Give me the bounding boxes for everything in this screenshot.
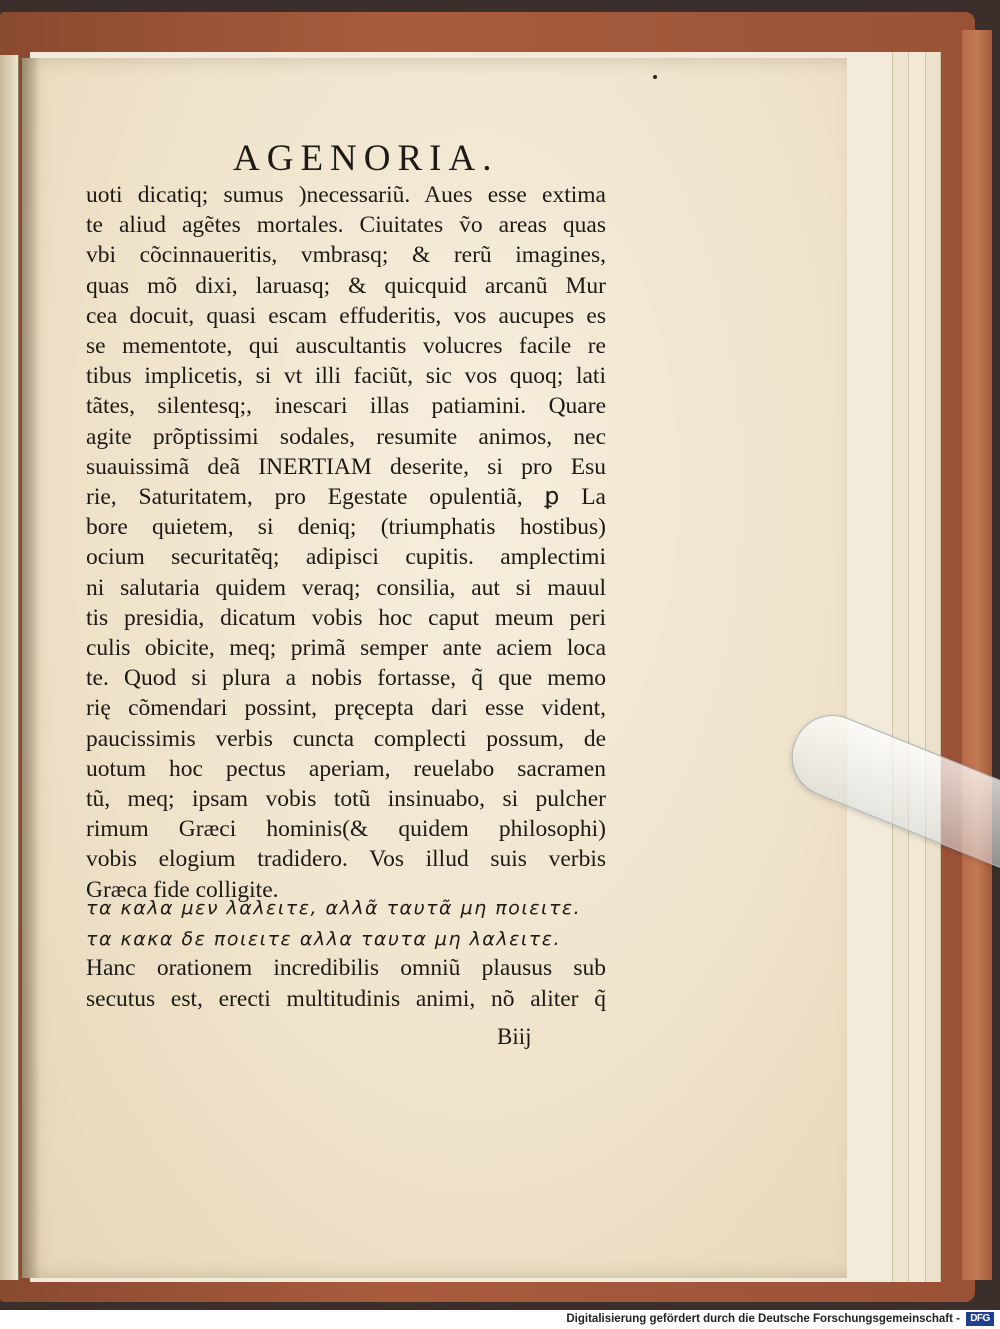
text-line: tãtes, silentesq;, inescari illas patiamini. Quare [86,393,606,420]
closing-text [86,953,606,1014]
text-line: secutus est, erecti multitudinis animi, nõ aliter q̃ [86,985,606,1012]
text-line: rię cõmendari possint, pręcepta dari esse vident, [86,695,606,722]
cover-edge [962,30,992,1280]
funding-credit: Digitalisierung gefördert durch die Deutsche Forschungsgemeinschaft - [566,1313,960,1325]
greek-quotation [86,893,606,955]
text-line: paucissimis verbis cuncta complecti possum, de [86,725,606,752]
facing-page-sliver [0,55,19,1280]
text-line: agite prõptissimi sodales, resumite animos, nec [86,423,606,450]
text-line: uotum hoc pectus aperiam, reuelabo sacramen [86,755,606,782]
text-line: tibus implicetis, si vt illi faciũt, sic vos quoq; lati [86,363,606,390]
text-line: Græca fide colligite. [86,876,279,903]
text-line: rimum Græci hominis(& quidem philosophi) [86,816,606,843]
text-line: culis obicite, meq; primã semper ante aciem loca [86,635,606,662]
text-line: te aliud agẽtes mortales. Ciuitates ṽo areas quas [86,212,606,239]
text-line: ocium securitatẽq; adipisci cupitis. amplectimi [86,544,606,571]
text-line: uoti dicatiq; sumus )necessariũ. Aues esse extima [86,182,606,208]
gutter-shadow [22,58,40,1278]
text-line: tis presidia, dicatum vobis hoc caput meum peri [86,604,606,631]
text-line: τα κακα δε ποιειτε αλλα ταυτα μη λαλειτε. [86,928,562,950]
running-title: AGENORIA. [233,138,499,179]
text-line: vobis elogium tradidero. Vos illud suis verbis [86,846,606,873]
text-line: Hanc orationem incredibilis omniũ plausus sub [86,955,606,981]
text-line: suauissimã deã INERTIAM deserite, si pro Esu [86,453,606,480]
dfg-logo-icon: DFG [966,1312,994,1326]
text-line: tũ, meq; ipsam vobis totũ insinuabo, si pulcher [86,786,606,813]
text-line: cea docuit, quasi escam effuderitis, vos aucupes es [86,302,606,329]
ink-speck [653,75,657,79]
text-line: se mementote, qui auscultantis volucres facile re [86,333,606,360]
text-line: quas mõ dixi, laruasq; & quicquid arcanũ Mur [86,272,606,299]
signature-mark: Biij [497,1024,532,1049]
text-line: rie, Saturitatem, pro Egestate opulentiã, ꝑ La [86,484,606,511]
text-line: τα καλα μεν λαλειτε, αλλα̃ ταυτα̃ μη ποιειτε. [86,897,582,919]
text-line: ni salutaria quidem veraq; consilia, aut si mauul [86,574,606,601]
footer-bar [0,1310,1000,1329]
body-text-block [86,180,606,905]
text-line: vbi cõcinnaueritis, vmbrasq; & rerũ imagines, [86,242,606,269]
text-line: te. Quod si plura a nobis fortasse, q̃ que memo [86,665,606,692]
text-line: bore quietem, si deniq; (triumphatis hostibus) [86,514,606,541]
